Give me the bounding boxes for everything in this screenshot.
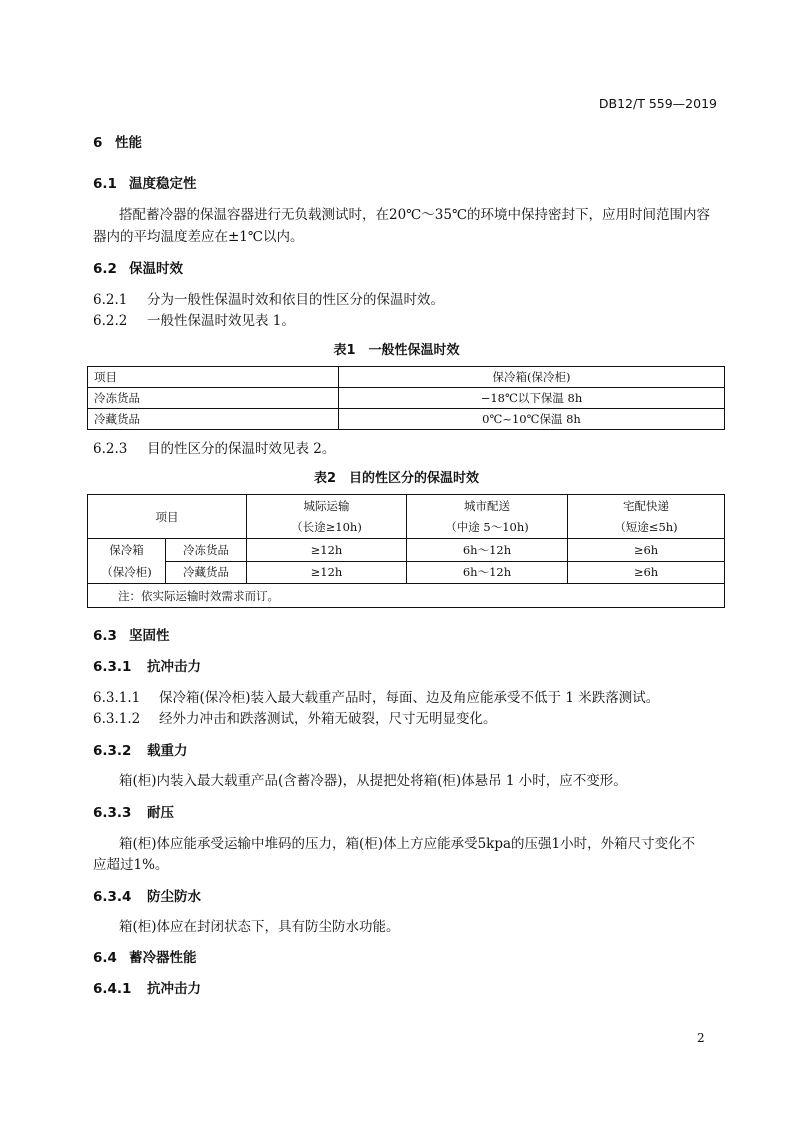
clause-6-2-1: [93, 288, 444, 308]
clause-6-3-1-2: [93, 707, 497, 727]
table-cell: ≥12h: [247, 561, 407, 584]
table-header-row: [88, 367, 725, 388]
column-subtitle: （中途 5～10h): [445, 519, 529, 534]
table-row: [88, 539, 725, 562]
section-title: 性能: [115, 135, 142, 151]
document-id: DB12/T 559—2019: [598, 96, 717, 111]
section-number: 6.3.4: [93, 889, 132, 905]
table-header-cell: 保冷箱(保冷柜): [339, 367, 725, 388]
paragraph-line: 箱(柜)内装入最大载重产品(含蓄冷器)，从提把处将箱(柜)体悬吊 1 小时，应不变形。: [119, 773, 627, 789]
table-note-row: [88, 584, 725, 608]
table-cell: −18℃以下保温 8h: [339, 388, 725, 409]
clause-number: 6.2.2: [93, 313, 128, 329]
paragraph-line: 箱(柜)体应能承受运输中堆码的压力，箱(柜)体上方应能承受5kpa的压强1小时，外箱尺寸变化不: [119, 836, 696, 852]
section-title: 蓄冷器性能: [129, 950, 197, 966]
section-6-2-heading: [93, 257, 183, 277]
section-6-3-2-heading: [93, 739, 188, 759]
table-row: [88, 388, 725, 409]
column-title: 城际运输: [303, 498, 350, 513]
section-6-4-1-heading: [93, 977, 201, 997]
section-6-3-heading: [93, 624, 170, 644]
section-6-3-1-heading: [93, 655, 201, 675]
table-group-cell: [88, 539, 166, 584]
paragraph-line: 器内的平均温度差应在±1℃以内。: [93, 229, 304, 245]
clause-text: 经外力冲击和跌落测试，外箱无破裂，尺寸无明显变化。: [159, 711, 497, 727]
table-header-cell: [568, 495, 725, 539]
table-cell: 6h～12h: [407, 561, 568, 584]
table-1: [87, 366, 725, 430]
table-row: [88, 561, 725, 584]
table-1-caption: 表1 一般性保温时效: [333, 343, 460, 358]
column-title: 宅配快递: [623, 498, 669, 513]
section-title: 温度稳定性: [129, 176, 197, 192]
section-number: 6.2: [93, 261, 117, 277]
paragraph-line: 应超过1%。: [93, 857, 169, 873]
table-cell: 冷冻货品: [88, 388, 339, 409]
clause-text: 分为一般性保温时效和依目的性区分的保温时效。: [147, 292, 444, 308]
clause-6-3-1-1: [93, 686, 659, 706]
table-cell: 冷冻货品: [166, 539, 247, 562]
table-row: [88, 409, 725, 430]
section-6-4-heading: [93, 946, 197, 966]
table-cell: 冷藏货品: [88, 409, 339, 430]
page-number: 2: [697, 1031, 705, 1045]
table-cell: ≥6h: [568, 539, 725, 562]
clause-text: 目的性区分的保温时效见表 2。: [147, 441, 336, 457]
clause-6-2-2: [93, 309, 295, 329]
section-number: 6.4: [93, 950, 117, 966]
table-cell: 6h～12h: [407, 539, 568, 562]
section-number: 6.3: [93, 628, 117, 644]
group-label-sub: （保冷柜): [101, 565, 152, 579]
column-title: 城市配送: [464, 498, 510, 513]
section-title: 抗冲击力: [147, 981, 201, 997]
clause-number: 6.2.3: [93, 441, 128, 457]
section-title: 载重力: [147, 743, 188, 759]
table-note: 注：依实际运输时效需求而订。: [88, 584, 725, 608]
table-2: [87, 494, 725, 608]
column-subtitle: （短途≤5h): [614, 519, 678, 534]
section-number: 6: [93, 135, 103, 151]
table-header-cell: [247, 495, 407, 539]
table-2-caption: 表2 目的性区分的保温时效: [313, 471, 480, 486]
section-number: 6.3.3: [93, 805, 132, 821]
table-header-row: [88, 495, 725, 539]
clause-number: 6.3.1.2: [93, 711, 141, 727]
table-header-cell: 项目: [88, 495, 247, 539]
section-title: 保温时效: [129, 261, 183, 277]
section-number: 6.4.1: [93, 981, 132, 997]
table-cell: 冷藏货品: [166, 561, 247, 584]
column-subtitle: （长途≥10h): [291, 519, 362, 534]
section-6-3-4-heading: [93, 885, 201, 905]
section-number: 6.3.1: [93, 659, 132, 675]
section-6-1-heading: [93, 172, 197, 192]
section-6-3-3-heading: [93, 801, 174, 821]
section-title: 坚固性: [129, 628, 170, 644]
table-cell: 0℃~10℃保温 8h: [339, 409, 725, 430]
table-header-cell: 项目: [88, 367, 339, 388]
clause-text: 保冷箱(保冷柜)装入最大载重产品时，每面、边及角应能承受不低于 1 米跌落测试。: [159, 690, 660, 706]
table-cell: ≥6h: [568, 561, 725, 584]
paragraph-line: 箱(柜)体应在封闭状态下，具有防尘防水功能。: [119, 919, 400, 935]
section-title: 耐压: [147, 805, 174, 821]
clause-number: 6.2.1: [93, 292, 128, 308]
table-header-cell: [407, 495, 568, 539]
section-number: 6.1: [93, 176, 117, 192]
section-title: 防尘防水: [147, 889, 201, 905]
table-cell: ≥12h: [247, 539, 407, 562]
clause-6-2-3: [93, 437, 335, 457]
paragraph-line: 搭配蓄冷器的保温容器进行无负载测试时，在20℃～35℃的环境中保持密封下，应用时间范围内容: [119, 207, 711, 223]
section-6-heading: [93, 131, 142, 151]
clause-number: 6.3.1.1: [93, 690, 141, 706]
section-number: 6.3.2: [93, 743, 132, 759]
group-label: 保冷箱: [109, 543, 144, 557]
clause-text: 一般性保温时效见表 1。: [147, 313, 295, 329]
section-title: 抗冲击力: [147, 659, 201, 675]
